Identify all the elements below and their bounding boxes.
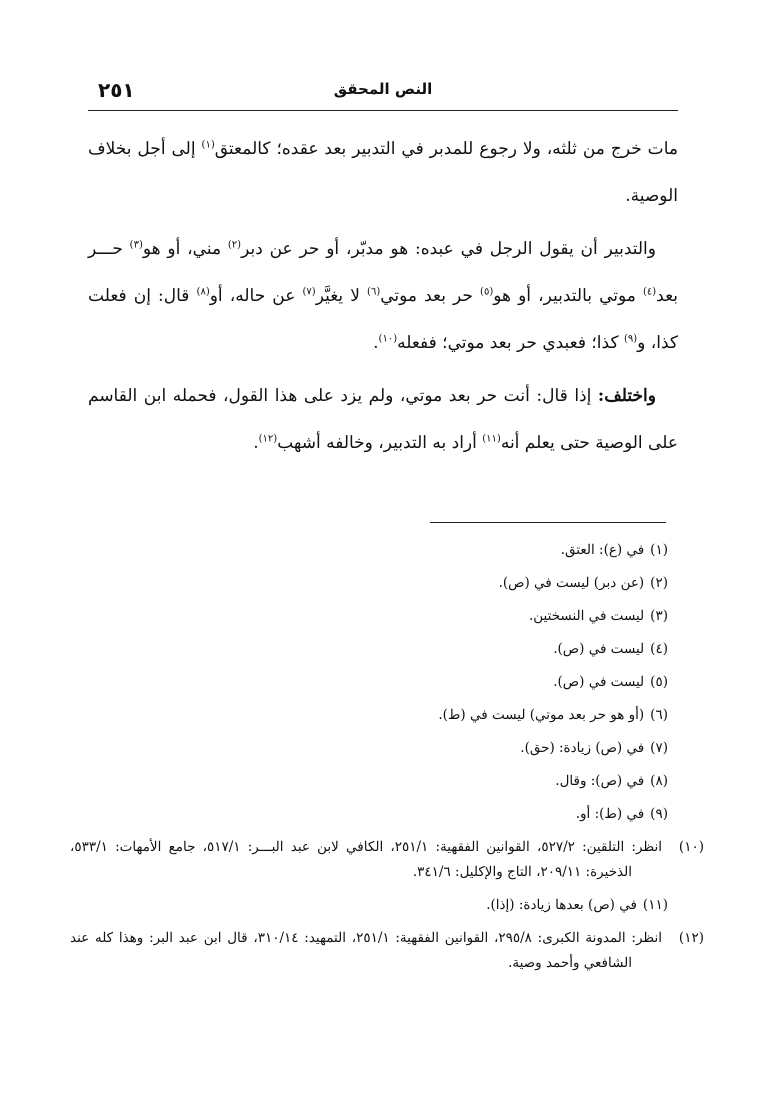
footnote-text: في (ص): وقال.	[555, 773, 645, 789]
text-run: كذا؛ فعبدي حر بعد موتي؛ ففعله	[397, 333, 624, 353]
text-run: حـــر بعد	[88, 239, 679, 306]
footnote: (١٢)انظر: المدونة الكبرى: ٢٩٥/٨، القوانين الفقهية: ٢٥١/١، التمهيد: ٣١٠/١٤، قال ابن عبد البر: وهذا كله عند الشافعي وأحمد وصية.	[70, 930, 704, 971]
footnote-number: (٤)	[650, 641, 668, 657]
footnote-text: في (ص) بعدها زيادة: (إذا).	[486, 897, 637, 913]
running-title: النص المحقق	[333, 80, 433, 98]
main-text	[88, 126, 678, 473]
footnote-text: انظر: التلقين: ٥٢٧/٢، القوانين الفقهية: ٢٥١/١، الكافي لابن عبد البـــر: ٥١٧/١، جامع الأمهات: ٥٣٣/١، الذخيرة: ٢٠٩/١١، التاج والإكليل: ٣٤١/٦.	[70, 839, 662, 880]
text-run: حر بعد موتي	[380, 286, 481, 306]
footnote-number: (٢)	[650, 575, 668, 591]
text-run: .	[253, 433, 259, 453]
text-run: مني، أو هو	[142, 239, 228, 259]
footnote-number: (٥)	[650, 674, 668, 690]
footnotes	[70, 538, 704, 984]
footnote-ref-2[interactable]: (٢)	[227, 239, 242, 251]
footnote-separator	[430, 522, 666, 523]
footnote	[70, 571, 668, 596]
text-run: قال: إن فعلت كذا، و	[88, 286, 678, 353]
footnote-ref-6[interactable]: (٦)	[367, 286, 381, 298]
text-run: إذا قال: أنت حر بعد موتي، ولم يزد على هذا القول، فحمله ابن القاسم على الوصية حتى يعلم أنه	[88, 386, 678, 453]
footnote-number: (١)	[650, 542, 668, 558]
footnote-text: ليست في (ص).	[553, 674, 645, 690]
footnote	[70, 736, 668, 761]
page-header	[88, 74, 678, 111]
lead-word: واختلف:	[597, 386, 656, 406]
footnote	[70, 703, 668, 728]
footnote-ref-9[interactable]: (٩)	[623, 333, 638, 345]
text-run: عن حاله، أو	[209, 286, 303, 306]
footnote-number: (٨)	[650, 773, 668, 789]
footnote-ref-4[interactable]: (٤)	[642, 286, 657, 298]
footnote-number: (٦)	[650, 707, 668, 723]
footnote: (١٠)انظر: التلقين: ٥٢٧/٢، القوانين الفقهية: ٢٥١/١، الكافي لابن عبد البـــر: ٥١٧/١، جامع الأمهات: ٥٣٣/١، الذخيرة: ٢٠٩/١١، التاج والإكليل: ٣٤١/٦.	[70, 839, 704, 880]
footnote-text: ليست في النسختين.	[528, 608, 645, 624]
footnote	[70, 670, 668, 695]
footnote-text: في (ص) زيادة: (حق).	[520, 740, 645, 756]
footnote-text: في (ع): العتق.	[560, 542, 645, 558]
footnote-ref-10[interactable]: (١٠)	[378, 333, 398, 345]
paragraph-3	[88, 373, 678, 467]
text-run: لا يغيَّر	[315, 286, 368, 306]
footnote	[70, 893, 668, 918]
footnote-ref-5[interactable]: (٥)	[480, 286, 494, 298]
text-run: .	[373, 333, 379, 353]
footnote	[70, 802, 668, 827]
page-number: ٢٥١	[98, 78, 135, 102]
text-run: إلى أجل بخلاف الوصية.	[88, 139, 678, 206]
footnote-text: (أو هو حر بعد موتي) ليست في (ط).	[438, 707, 645, 723]
footnote-number: (٩)	[650, 806, 668, 822]
footnote-ref-11[interactable]: (١١)	[482, 433, 501, 445]
footnote-ref-8[interactable]: (٨)	[196, 286, 210, 298]
footnote-text: في (ط): أو.	[575, 806, 645, 822]
text-run: مات خرج من ثلثه، ولا رجوع للمدبر في التدبير بعد عقده؛ كالمعتق	[214, 139, 678, 159]
footnote	[70, 769, 668, 794]
footnote-number: (٣)	[650, 608, 668, 624]
footnote-ref-12[interactable]: (١٢)	[258, 433, 278, 445]
text-run: والتدبير أن يقول الرجل في عبده: هو مدبّر، أو حر عن دبر	[241, 239, 656, 259]
footnote-ref-7[interactable]: (٧)	[302, 286, 316, 298]
footnote	[70, 604, 668, 629]
footnote-number: (١١)	[642, 897, 668, 913]
paragraph-2	[88, 226, 678, 367]
text-run: أراد به التدبير، وخالفه أشهب	[277, 433, 483, 453]
footnote	[70, 637, 668, 662]
footnote-text: انظر: المدونة الكبرى: ٢٩٥/٨، القوانين الفقهية: ٢٥١/١، التمهيد: ٣١٠/١٤، قال ابن عبد البر: وهذا كله عند الشافعي وأحمد وصية.	[70, 930, 662, 971]
footnote-number: (٧)	[650, 740, 668, 756]
footnote-text: ليست في (ص).	[553, 641, 645, 657]
text-run: موتي بالتدبير، أو هو	[493, 286, 643, 306]
paragraph-1	[88, 126, 678, 220]
footnote-ref-1[interactable]: (١)	[201, 139, 215, 151]
footnote-ref-3[interactable]: (٣)	[129, 239, 143, 251]
footnote-text: (عن دبر) ليست في (ص).	[498, 575, 645, 591]
footnote	[70, 538, 668, 563]
